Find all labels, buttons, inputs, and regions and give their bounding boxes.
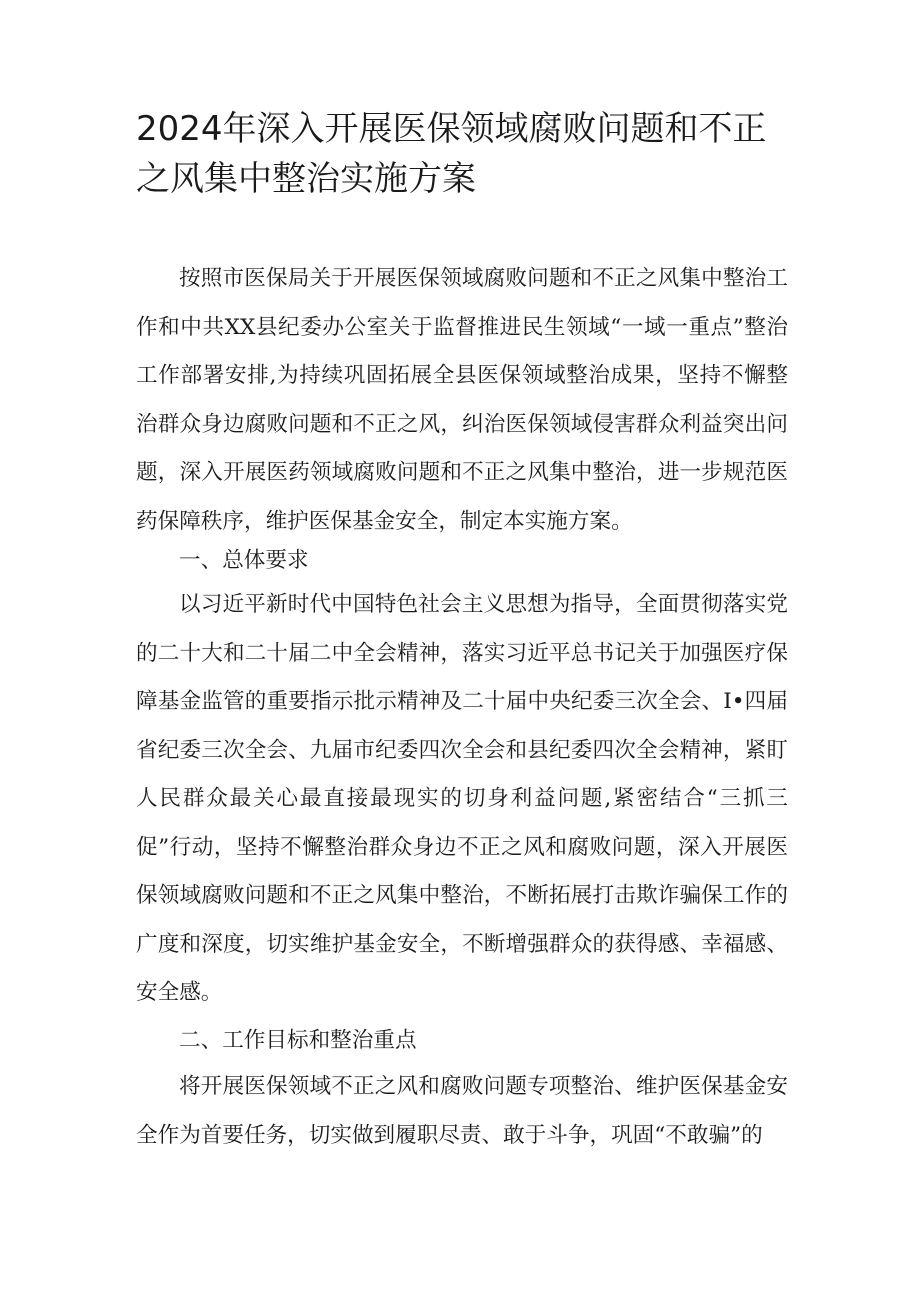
document-title: 2024年深入开展医保领域腐败问题和不正之风集中整治实施方案 <box>136 109 767 199</box>
intro-paragraph: 按照市医保局关于开展医保领域腐败问题和不正之风集中整治工作和中共XX县纪委办公室关于监督推进民生领域“一域一重点”整治工作部署安排,为持续巩固拓展全县医保领域整治成果，坚持不懈整治群众身边腐败问题和不正之风，纠治医保领域侵害群众利益突出问题，深入开展医药领域腐败问题和不正之风集中整治，进一步规范医药保障秩序，维护医保基金安全，制定本实施方案。 <box>136 266 788 534</box>
section-paragraph-work-goals: 将开展医保领域不正之风和腐败问题专项整治、维护医保基金安全作为首要任务，切实做到履职尽责、敢于斗争，巩固“不敢骗”的 <box>136 1074 788 1148</box>
section-paragraph-overall-requirements: 以习近平新时代中国特色社会主义思想为指导，全面贯彻落实党的二十大和二十届二中全会精神，落实习近平总书记关于加强医疗保障基金监管的重要指示批示精神及二十届中央纪委三次全会、I•四届省纪委三次全会、九届市纪委四次全会和县纪委四次全会精神，紧盯人民群众最关心最直接最现实的切身利益问题,紧密结合“三抓三促”行动，坚持不懈整治群众身边不正之风和腐败问题，深入开展医保领域腐败问题和不正之风集中整治，不断拓展打击欺诈骗保工作的广度和深度，切实维护基金安全，不断增强群众的获得感、幸福感、安全感。 <box>136 592 788 1005</box>
section-heading-overall-requirements: 一、总体要求 <box>179 548 309 573</box>
section-heading-work-goals: 二、工作目标和整治重点 <box>179 1028 417 1053</box>
